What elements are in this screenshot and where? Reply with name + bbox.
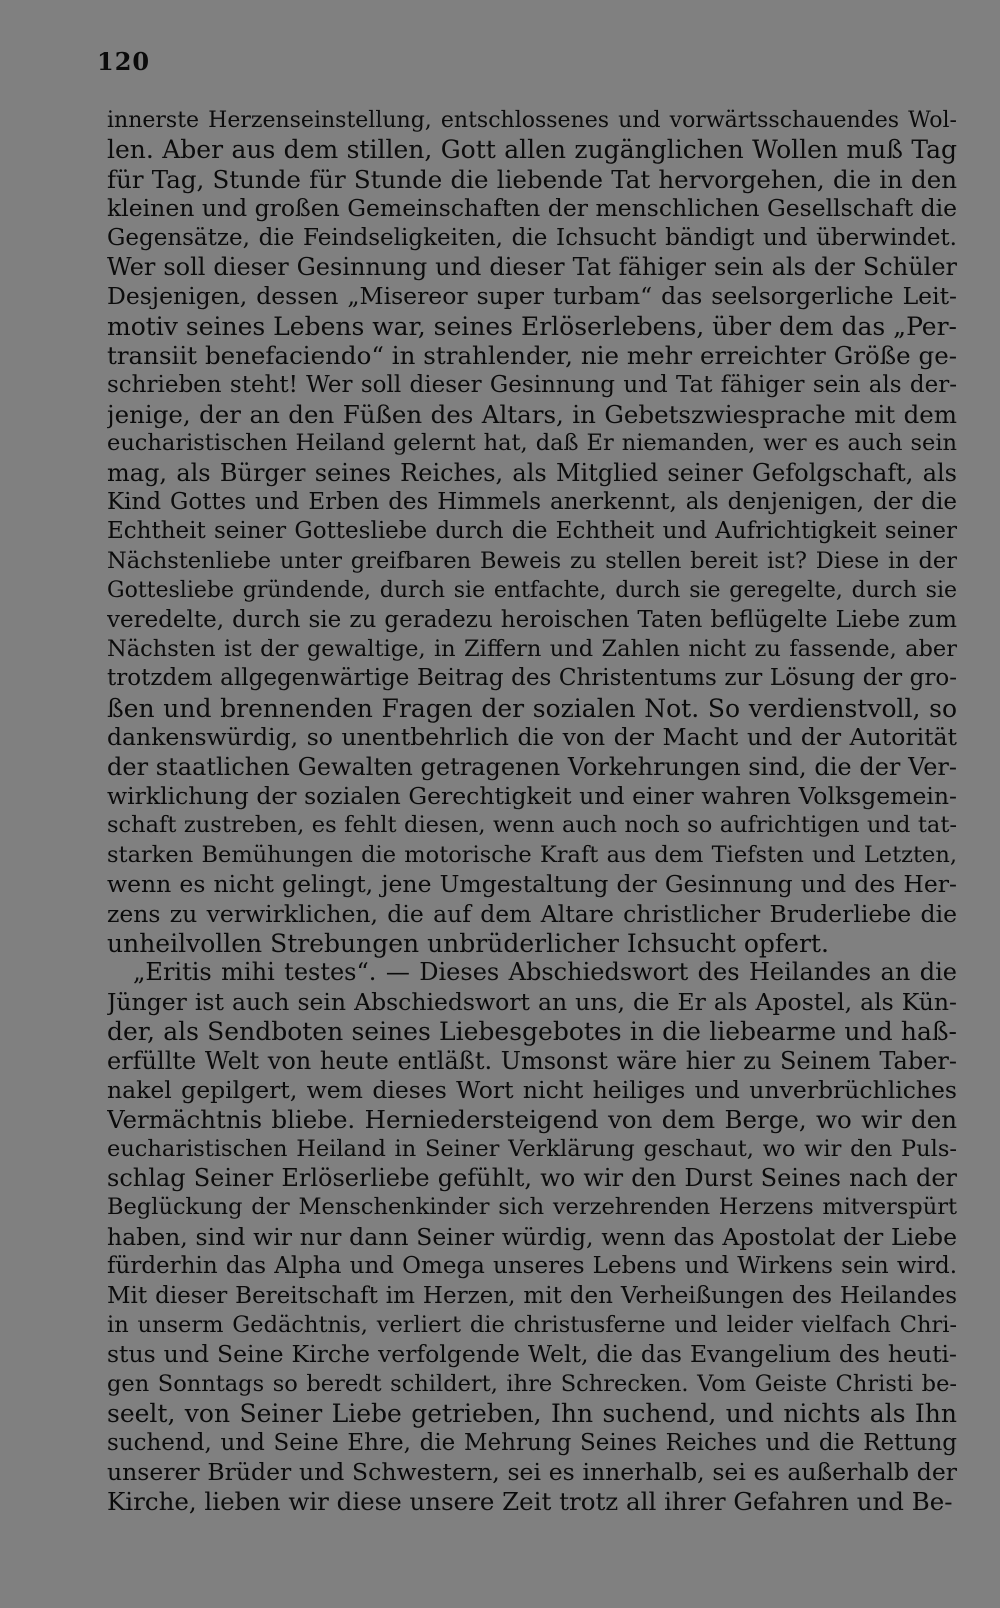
text-line: wenn es nicht gelingt, jene Umgestaltung der Gesinnung und des Her-	[107, 870, 957, 899]
text-line: Wer soll dieser Gesinnung und dieser Tat fähiger sein als der Schüler	[107, 252, 957, 281]
page-number: 120	[97, 47, 151, 76]
text-line: wirklichung der sozialen Gerechtigkeit und einer wahren Volksgemein-	[107, 781, 957, 810]
text-line: der, als Sendboten seines Liebesgebotes in die liebearme und haß-	[107, 1017, 957, 1047]
text-line: unheilvollen Strebungen unbrüderlicher Ichsucht opfert.	[107, 928, 829, 958]
text-line: Nächsten ist der gewaltige, in Ziffern und Zahlen nicht zu fassende, aber	[107, 636, 957, 663]
text-line: innerste Herzenseinstellung, entschlossenes und vorwärtsschauendes Wol-	[107, 108, 957, 133]
text-line: haben, sind wir nur dann Seiner würdig, wenn das Apostolat der Liebe	[107, 1222, 957, 1251]
text-line: eucharistischen Heiland gelernt hat, daß Er niemanden, wer es auch sein	[107, 430, 957, 457]
text-line: nakel gepilgert, wem dieses Wort nicht heiliges und unverbrüchliches	[107, 1075, 957, 1104]
text-line: stus und Seine Kirche verfolgende Welt, die das Evangelium des heuti-	[107, 1340, 957, 1369]
text-line: veredelte, durch sie zu geradezu heroischen Taten beflügelte Liebe zum	[107, 606, 957, 633]
body-text	[107, 106, 957, 1517]
text-line: mag, als Bürger seines Reiches, als Mitglied seiner Gefolgschaft, als	[107, 458, 957, 487]
text-line: kleinen und großen Gemeinschaften der menschlichen Gesellschaft die	[107, 194, 957, 223]
text-line: fürderhin das Alpha und Omega unseres Lebens und Wirkens sein wird.	[107, 1253, 957, 1280]
text-line: Beglückung der Menschenkinder sich verzehrenden Herzens mitverspürt	[107, 1194, 957, 1221]
text-line: starken Bemühungen die motorische Kraft aus dem Tiefsten und Letzten,	[107, 841, 957, 868]
text-line: zens zu verwirklichen, die auf dem Altare christlicher Bruderliebe die	[107, 899, 957, 928]
text-line: für Tag, Stunde für Stunde die liebende Tat hervorgehen, die in den	[107, 164, 957, 194]
text-line: schaft zustreben, es fehlt diesen, wenn auch noch so aufrichtigen und tat-	[107, 812, 957, 839]
text-line: ßen und brennenden Fragen der sozialen Not. So verdienstvoll, so	[107, 693, 957, 723]
paragraph	[107, 958, 957, 1516]
text-line: transiit benefaciendo“ in strahlender, nie mehr erreichter Größe ge-	[107, 341, 957, 371]
text-line: gen Sonntags so beredt schildert, ihre Schrecken. Vom Geiste Christi be-	[107, 1370, 957, 1397]
text-line: unserer Brüder und Schwestern, sei es innerhalb, sei es außerhalb der	[107, 1457, 957, 1486]
text-line: len. Aber aus dem stillen, Gott allen zugänglichen Wollen muß Tag	[107, 135, 957, 165]
text-line: Jünger ist auch sein Abschiedswort an uns, die Er als Apostel, als Kün-	[107, 987, 957, 1016]
text-line: schlag Seiner Erlöserliebe gefühlt, wo wir den Durst Seines nach der	[107, 1164, 957, 1193]
text-line: Nächstenliebe unter greifbaren Beweis zu stellen bereit ist? Diese in der	[107, 547, 957, 574]
text-line: jenige, der an den Füßen des Altars, in Gebetszwiesprache mit dem	[107, 399, 957, 429]
text-line: schrieben steht! Wer soll dieser Gesinnung und Tat fähiger sein als der-	[107, 371, 957, 398]
text-line: „Eritis mihi testes“. — Dieses Abschiedswort des Heilandes an die	[133, 958, 957, 987]
text-line: seelt, von Seiner Liebe getrieben, Ihn suchend, und nichts als Ihn	[107, 1399, 957, 1429]
text-line: Kirche, lieben wir diese unsere Zeit trotz all ihrer Gefahren und Be-	[107, 1487, 953, 1517]
text-line: trotzdem allgegenwärtige Beitrag des Christentums zur Lösung der gro-	[107, 665, 957, 692]
text-line: Gegensätze, die Feindseligkeiten, die Ichsucht bändigt und überwindet.	[107, 224, 957, 251]
text-line: Vermächtnis bliebe. Herniedersteigend von dem Berge, wo wir den	[107, 1105, 957, 1135]
text-line: eucharistischen Heiland in Seiner Verklärung geschaut, wo wir den Puls-	[107, 1135, 957, 1162]
paragraph	[107, 106, 957, 958]
text-line: in unserm Gedächtnis, verliert die christusferne und leider vielfach Chri-	[107, 1312, 957, 1339]
text-line: suchend, und Seine Ehre, die Mehrung Seines Reiches und die Rettung	[107, 1429, 957, 1456]
text-line: der staatlichen Gewalten getragenen Vorkehrungen sind, die der Ver-	[107, 752, 957, 781]
text-line: dankenswürdig, so unentbehrlich die von der Macht und der Autorität	[107, 723, 957, 752]
text-line: Desjenigen, dessen „Misereor super turbam“ das seelsorgerliche Leit-	[107, 282, 957, 311]
text-line: Kind Gottes und Erben des Himmels anerkennt, als denjenigen, der die	[107, 489, 957, 516]
text-line: Echtheit seiner Gottesliebe durch die Echtheit und Aufrichtigkeit seiner	[107, 518, 957, 545]
text-line: motiv seines Lebens war, seines Erlöserlebens, über dem das „Per-	[107, 311, 957, 341]
text-line: erfüllte Welt von heute entläßt. Umsonst wäre hier zu Seinem Taber-	[107, 1046, 957, 1075]
text-line: Mit dieser Bereitschaft im Herzen, mit den Verheißungen des Heilandes	[107, 1282, 957, 1309]
text-line: Gottesliebe gründende, durch sie entfachte, durch sie geregelte, durch sie	[107, 578, 957, 604]
